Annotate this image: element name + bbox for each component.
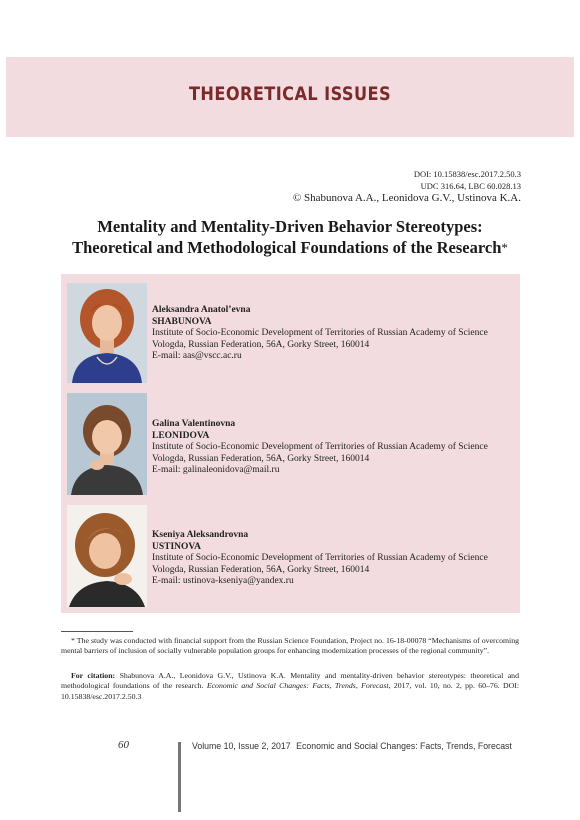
citation-label: For citation: <box>71 671 116 680</box>
running-footer <box>192 741 512 752</box>
author-given-name: Galina Valentinovna <box>152 419 236 429</box>
footer-divider <box>178 742 181 812</box>
citation-details: , 2017, vol. 10, no. 2, pp. 60–76. DOI: 10.15838/esc.2017.2.50.3 <box>61 681 519 701</box>
citation-text: Shabunova A.A., Leonidova G.V., Ustinova K.A. Mentality and mentality-driven behavior stereotypes: theoretical and methodological foundations of the research. <box>61 671 519 691</box>
article-title-line-2-text: Theoretical and Methodological Foundations of the Research <box>72 238 502 257</box>
doi[interactable]: DOI: 10.15838/esc.2017.2.50.3 <box>413 169 521 179</box>
author-photo-ustinova <box>67 505 147 607</box>
author-surname: SHABUNOVA <box>152 316 212 327</box>
article-title-line-1: Mentality and Mentality-Driven Behavior Stereotypes: <box>97 217 483 236</box>
citation-footnote <box>61 671 519 702</box>
author-block-ustinova <box>152 530 497 588</box>
page-number: 60 <box>118 739 129 751</box>
author-block-leonidova <box>152 419 497 477</box>
citation-journal: Economic and Social Changes: Facts, Trends, Forecast <box>206 681 389 691</box>
footnote-divider <box>61 631 133 632</box>
author-address: Vologda, Russian Federation, 56A, Gorky Street, 160014 <box>152 339 370 350</box>
author-email[interactable]: E-mail: aas@vscc.ac.ru <box>152 351 242 361</box>
section-title: THEORETICAL ISSUES <box>188 83 392 105</box>
copyright: © Shabunova A.A., Leonidova G.V., Ustinova K.A. <box>292 192 521 204</box>
footer-journal-title: Economic and Social Changes: Facts, Trends, Forecast <box>296 741 512 752</box>
author-given-name: Kseniya Aleksandrovna <box>152 530 249 540</box>
funding-footnote: * The study was conducted with financial support from the Russian Science Foundation, Project no. 16-18-00078 “Mechanisms of overcoming mental barriers of inclusion of socially vulnerable population groups for enhancing modernization processes of the regional community”. <box>61 636 519 656</box>
author-surname: LEONIDOVA <box>152 430 210 441</box>
author-email[interactable]: E-mail: ustinova-kseniya@yandex.ru <box>152 576 294 586</box>
author-address: Vologda, Russian Federation, 56A, Gorky Street, 160014 <box>152 564 370 575</box>
author-email[interactable]: E-mail: galinaleonidova@mail.ru <box>152 465 280 475</box>
footnote-marker: * <box>501 240 508 255</box>
udc-code: UDC 316.64, LBC 60.028.13 <box>420 181 521 191</box>
author-address: Vologda, Russian Federation, 56A, Gorky Street, 160014 <box>152 453 370 464</box>
author-affiliation: Institute of Socio-Economic Development of Territories of Russian Academy of Science <box>152 553 488 563</box>
article-title-line-2 <box>40 237 540 258</box>
section-banner <box>6 57 574 137</box>
author-affiliation: Institute of Socio-Economic Development of Territories of Russian Academy of Science <box>152 442 488 452</box>
author-photo-shabunova <box>67 283 147 383</box>
author-photo-leonidova <box>67 393 147 495</box>
author-surname: USTINOVA <box>152 541 201 552</box>
author-given-name: Aleksandra Anatol’evna <box>152 305 251 315</box>
author-affiliation: Institute of Socio-Economic Development of Territories of Russian Academy of Science <box>152 328 488 338</box>
author-block-shabunova <box>152 305 497 363</box>
footer-issue: Volume 10, Issue 2, 2017 <box>192 741 291 752</box>
article-title <box>40 216 540 258</box>
